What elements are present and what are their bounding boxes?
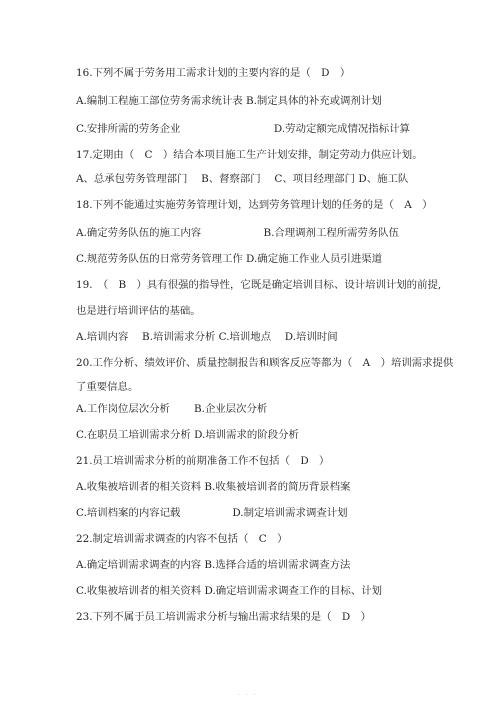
question-19-options: A.培训内容 B.培训需求分析 C.培训地点 D.培训时间	[76, 331, 338, 343]
question-18: 18.下列不能通过实施劳务管理计划，达到劳务管理计划的任务的是（ A ）	[76, 199, 433, 211]
question-17: 17.定期由（ C ）结合本项目施工生产计划安排，制定劳动力供应计划。	[76, 149, 423, 161]
question-16-options-cd: C.安排所需的劳务企业 D.劳动定额完成情况指标计算	[76, 123, 410, 135]
question-21-options-ab: A.收集被培训者的相关资料 B.收集被培训者的简历背景档案	[76, 481, 351, 493]
question-22-options-cd: C.收集被培训者的相关资料 D.确定培训需求调查工作的目标、计划	[76, 585, 382, 597]
question-18-options-ab: A.确定劳务队伍的施工内容 B.合理调剂工程所需劳务队伍	[76, 227, 400, 239]
question-20-options-cd: C.在职员工培训需求分析 D.培训需求的阶段分析	[76, 429, 299, 441]
question-16: 16.下列不属于劳务用工需求计划的主要内容的是（ D ）	[76, 67, 351, 79]
question-23: 23.下列不属于员工培训需求分析与输出需求结果的是（ D ）	[76, 611, 372, 623]
question-20: 20.工作分析、绩效评价、质量控制报告和顾客反应等都为（ A ）培训需求提供	[76, 357, 454, 369]
question-18-options-cd: C.规范劳务队伍的日常劳务管理工作 D.确定施工作业人员引进渠道	[76, 253, 382, 265]
question-22-options-ab: A.确定培训需求调查的内容 B.选择合适的培训需求调查方法	[76, 559, 351, 571]
question-21: 21.员工培训需求分析的前期准备工作不包括（ D ）	[76, 455, 330, 467]
question-17-options: A、总承包劳务管理部门 B、督察部门 C、项目经理部门 D、施工队	[76, 173, 409, 185]
question-19: 19. （ B ）具有很强的指导性，它既是确定培训目标、设计培训计划的前提,	[76, 279, 442, 291]
question-20-continued: 了重要信息。	[76, 381, 139, 393]
question-19-continued: 也是进行培训评估的基础。	[76, 305, 201, 317]
question-20-options-ab: A.工作岗位层次分析 B.企业层次分析	[76, 403, 268, 415]
footer-decoration: · · ·	[238, 692, 258, 699]
question-16-options-ab: A.编制工程施工部位劳务需求统计表 B.制定具体的补充或调剂计划	[76, 95, 382, 107]
question-21-options-cd: C.培训档案的内容记载 D.制定培训需求调查计划	[76, 507, 348, 519]
question-22: 22.制定培训需求调查的内容不包括（ C ）	[76, 533, 288, 545]
